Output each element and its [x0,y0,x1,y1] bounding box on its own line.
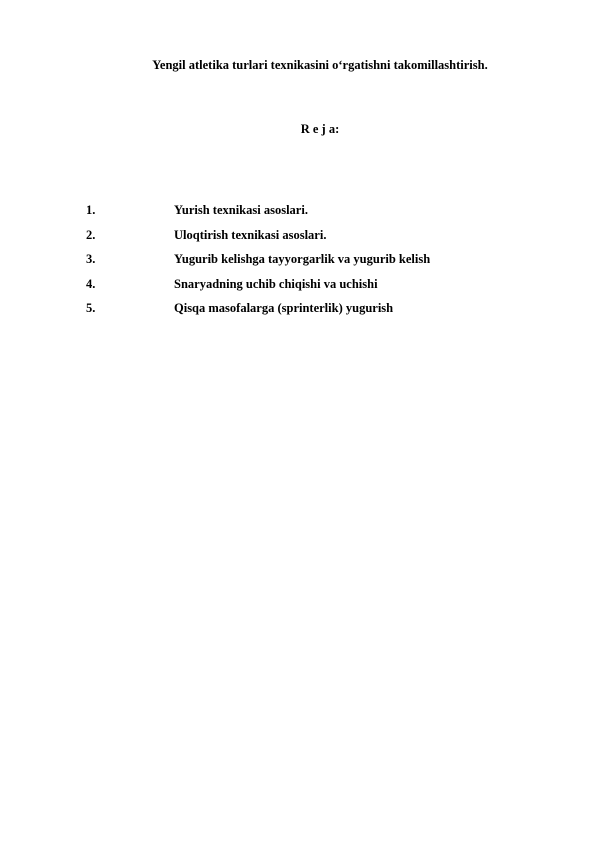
document-title: Yengil atletika turlari texnikasini o‘rgatishni takomillashtirish. [152,58,488,72]
plan-item-text: Yugurib kelishga tayyorgarlik va yugurib kelish [174,252,431,266]
plan-item-number: 3. [86,252,96,266]
plan-item-text: Snaryadning uchib chiqishi va uchishi [174,276,378,291]
plan-item-number: 1. [86,203,96,217]
plan-item-text: Uloqtirish texnikasi asoslari. [174,227,327,242]
plan-item-number: 4. [86,276,96,291]
plan-item-number: 5. [86,301,96,315]
plan-item-text: Qisqa masofalarga (sprinterlik) yugurish [174,301,394,315]
plan-item-number: 2. [86,227,96,242]
plan-heading: R e j a: [300,122,340,136]
plan-item-text: Yurish texnikasi asoslari. [174,203,308,217]
